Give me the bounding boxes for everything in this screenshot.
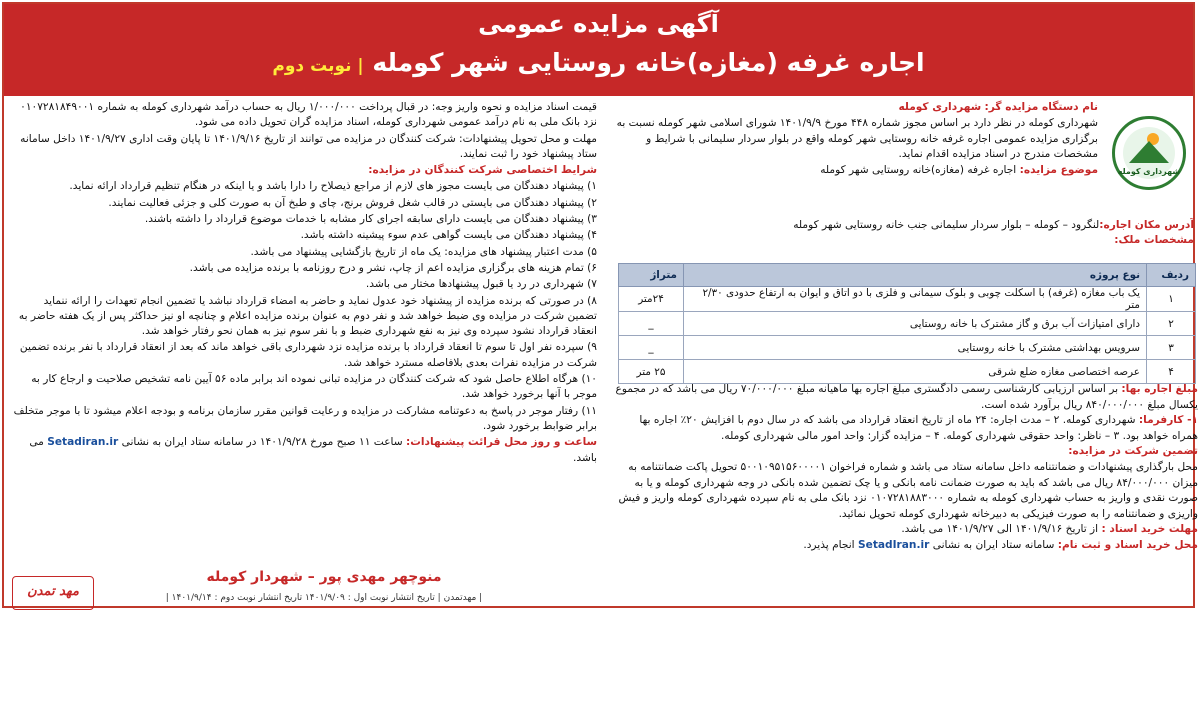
setad-opening-link[interactable]: Setadiran.ir xyxy=(47,436,119,449)
ad-subtitle xyxy=(4,48,1193,77)
guarantee-text: محل بارگذاری پیشنهادات و ضمانتنامه داخل سامانه ستاد می باشد و شماره فراخوان ۵۰۰۱۰۹۵۱۵۶۰۰۰۰۱ تحویل پاکت ضمانتنامه به میزان ۸۴/۰۰۰/۰۰۰ ریال می باشد که باید به صورت ضمانت نامه بانکی و یا چک تضمین شده بانکی در وجه شهرداری کومله و یا به صورت نقدی و واریز به حساب شهرداری کومله به شماره ۰۱۰۷۲۸۱۸۸۳۰۰۰ نزد بانک ملی به نام سپرده شهرداری کومله واریز و فیش واریزی و ضمانتنامه را به صورت فیزیکی به دبیرخانه شهرداری کومله تحویل نمائید. xyxy=(618,460,1198,520)
rent-label: مبلغ اجاره بها: xyxy=(1121,383,1198,395)
purchase-paragraph xyxy=(610,522,1198,538)
rent-paragraph xyxy=(610,382,1198,413)
table-header-row xyxy=(619,264,1196,287)
table-row xyxy=(619,287,1196,312)
address-value: لنگرود – کومله – بلوار سردار سلیمانی جنب خانه روستایی شهر کومله xyxy=(793,219,1100,231)
condition-item: ۴) پیشنهاد دهندگان می بایست گواهی عدم سوء پیشینه داشته باشد. xyxy=(300,229,597,242)
left-column xyxy=(12,100,597,467)
condition-item: ۵) مدت اعتبار پیشنهاد های مزایده: یک ماه از تاریخ بازگشایی پیشنهاد می باشد. xyxy=(250,245,597,258)
col-header-no: ردیف xyxy=(1147,264,1196,287)
row-desc: سرویس بهداشتی مشترک با خانه روستایی xyxy=(684,336,1147,360)
row-no: ۳ xyxy=(1147,336,1196,360)
ad-title: آگهی مزایده عمومی xyxy=(478,10,719,38)
table-row xyxy=(619,336,1196,360)
purchase-label: مهلت خرید اسناد : xyxy=(1101,523,1198,536)
subtitle-text: اجاره غرفه (مغازه)خانه روستایی شهر کومله xyxy=(372,48,925,77)
ad-frame xyxy=(2,2,1198,608)
condition-item: ۹) سپرده نفر اول تا سوم تا انعقاد قرارداد با برنده مزایده نزد شهرداری باقی خواهد ماند که بعد از انعقاد قرارداد با نفر برنده تضمین شرکت در مزایده نفرات بعدی بلافاصله مسترد خواهد شد. xyxy=(19,341,597,369)
row-desc: عرصه اختصاصی مغازه ضلع شرقی xyxy=(684,360,1147,384)
condition-item: ۷) شهرداری در رد یا قبول پیشنهادها مختار می باشد. xyxy=(365,278,597,291)
condition-item: ۱۰) هرگاه اطلاع حاصل شود که شرکت کنندگان در مزایده تبانی نموده اند برابر ماده ۵۶ آیین نامه تشخیص صلاحیت و ارجاع کار به موجر با آنها برخورد خواهد شد. xyxy=(31,373,597,401)
row-no: ۴ xyxy=(1147,360,1196,384)
address-block xyxy=(610,218,1194,248)
opening-text-b: می باشد. xyxy=(29,436,597,464)
row-area: ۲۵ متر xyxy=(619,360,684,384)
intro-text: شهرداری کومله در نظر دارد بر اساس مجوز شماره ۴۴۸ مورخ ۱۴۰۱/۹/۹ شورای اسلامی شهر کومله نسبت به برگزاری مزایده عمومی اجاره غرفه خانه روستایی شهر کومله واقع در بلوار سردار سلیمانی با شرایط و مشخصات مندرج در اسناد مزایده اقدام نماید. xyxy=(616,117,1098,160)
row-no: ۱ xyxy=(1147,287,1196,312)
row-no: ۲ xyxy=(1147,312,1196,336)
org-line xyxy=(610,100,1098,115)
org-label: نام دستگاه مزایده گر: xyxy=(984,101,1098,113)
employer-label: ۱- کارفرما: xyxy=(1138,414,1198,427)
conditions-label: شرایط اختصاصی شرکت کنندگان در مزایده: xyxy=(368,164,597,177)
subject-label: موضوع مزایده: xyxy=(1019,164,1098,177)
register-paragraph xyxy=(610,538,1198,554)
subject-line xyxy=(610,163,1098,178)
deadline-text: مهلت و محل تحویل پیشنهادات: شرکت کنندگان در مزایده می توانند از تاریخ ۱۴۰۱/۹/۱۶ تا پایان وقت اداری ۱۴۰۱/۹/۲۷ داخل سامانه ستاد پیشنهاد خود را ثبت نمایند. xyxy=(20,132,597,160)
address-line xyxy=(610,218,1194,233)
table-row xyxy=(619,312,1196,336)
rent-text: بر اساس ارزیابی کارشناسی رسمی دادگستری مبلغ اجاره بها ماهیانه مبلغ ۷۰/۰۰۰/۰۰۰ ریال می باشد که در مجموع یکسال مبلغ ۸۴۰/۰۰۰/۰۰۰ ریال برآورد شده است. xyxy=(615,383,1198,411)
specs-label: مشخصات ملک: xyxy=(1114,234,1194,246)
condition-item: ۱) پیشنهاد دهندگان می بایست مجوز های لازم از مراجع ذیصلاح را دارا باشد و یا اینکه در هنگام تنظیم قرارداد ارائه نماید. xyxy=(69,180,597,193)
employer-paragraph xyxy=(610,413,1198,444)
right-column xyxy=(610,100,1098,179)
purchase-text: از تاریخ ۱۴۰۱/۹/۱۶ الی ۱۴۰۱/۹/۲۷ می باشد. xyxy=(901,523,1099,536)
row-desc: دارای امتیازات آب برق و گاز مشترک با خانه روستایی xyxy=(684,312,1147,336)
newspaper-logo-text: مهد تمدن xyxy=(27,584,79,599)
row-area: _ xyxy=(619,336,684,360)
row-area: ۲۴متر xyxy=(619,287,684,312)
condition-item: ۶) تمام هزینه های برگزاری مزایده اعم از چاپ، نشر و درج روزنامه با برنده مزایده می باشد. xyxy=(189,261,597,274)
newspaper-logo xyxy=(12,576,94,610)
row-area: _ xyxy=(619,312,684,336)
employer-text: شهرداری کومله. ۲ – مدت اجاره: ۲۴ ماه از تاریخ انعقاد قرارداد می باشد که در سال دوم با افزایش ۲۰٪ اجاره بها همراه خواهد بود. ۳ – ناظر: واحد حقوقی شهرداری کومله. ۴ – مزایده گزار: واحد امور مالی شهرداری کومله. xyxy=(639,414,1198,442)
guarantee-label: تضمین شرکت در مزایده: xyxy=(1068,445,1198,458)
signer-name: منوچهر مهدی پور – شهردار کومله xyxy=(206,569,442,585)
property-spec-table xyxy=(618,263,1196,384)
condition-item: ۳) پیشنهاد دهندگان می بایست دارای سابقه اجرای کار مشابه با خدمات موضوع قرارداد را داشته باشند. xyxy=(144,213,597,226)
register-text-a: سامانه ستاد ایران به نشانی xyxy=(932,538,1055,551)
col-header-area: متراژ xyxy=(619,264,684,287)
opening-label: ساعت و روز محل قرائت پیشنهادات: xyxy=(406,436,597,449)
ad-header xyxy=(4,4,1193,96)
price-text: قیمت اسناد مزایده و نحوه واریز وجه: در قبال پرداخت ۱/۰۰۰/۰۰۰ ریال به حساب درآمد شهرداری کومله به شماره ۰۱۰۷۲۸۱۸۴۹۰۰۱ نزد بانک ملی به نام درآمد عمومی شهرداری کومله، اسناد مزایده گران تحویل داده می شود. xyxy=(20,101,597,129)
org-value: شهرداری کومله xyxy=(898,101,982,113)
opening-paragraph xyxy=(12,435,597,466)
mountain-icon xyxy=(1129,141,1169,163)
register-label: محل خرید اسناد و ثبت نام: xyxy=(1057,538,1198,551)
round-badge-text: نوبت دوم xyxy=(272,56,352,76)
opening-text-a: ساعت ۱۱ صبح مورخ ۱۴۰۱/۹/۲۸ در سامانه ستاد ایران به نشانی xyxy=(121,436,403,449)
seal-text: شهرداری کومله xyxy=(1117,167,1181,176)
register-text-b: انجام پذیرد. xyxy=(803,538,855,551)
address-label: آدرس مکان اجاره: xyxy=(1099,219,1194,231)
terms-block xyxy=(610,382,1198,554)
setad-link[interactable]: SetadIran.ir xyxy=(858,538,930,551)
condition-item: ۸) در صورتی که برنده مزایده از پیشنهاد خود عدول نماید و حاضر به امضاء قرارداد نباشد یا تضمین انجام تعهدات را ارائه ننماید تضمین شرکت در مزایده وی ضبط خواهد شد و نفر دوم به عنوان برنده مزایده اعلام و چنانچه او نیز حداکثر پس از یک هفته حاضر به انعقاد قرارداد نشود سپرده وی نیز به نفع شهرداری ضبط و با نفر سوم نیز به همان نحو رفتار خواهد شد. xyxy=(18,294,597,338)
condition-item: ۱۱) رفتار موجر در پاسخ به دعوتنامه مشارکت در مزایده و رعایت قوانین مقرر سازمان برنامه و بودجه اعلام میشود تا با موجر متخلف برابر ضوابط برخورد شود. xyxy=(13,404,597,432)
subject-value: اجاره غرفه (مغازه)خانه روستایی شهر کومله xyxy=(820,164,1017,177)
publication-info: | مهدتمدن | تاریخ انتشار نوبت اول : ۱۴۰۱/۹/۰۹ تاریخ انتشار نوبت دوم : ۱۴۰۱/۹/۱۴ | xyxy=(165,593,483,603)
round-badge: | نوبت دوم xyxy=(272,56,364,76)
row-desc: یک باب مغازه (غرفه) با اسکلت چوبی و بلوک سیمانی و فلزی با دو اتاق و ایوان به ارتفاع حدودی ۲/۳۰ متر xyxy=(684,287,1147,312)
table-row xyxy=(619,360,1196,384)
col-header-type: نوع پروژه xyxy=(684,264,1147,287)
municipality-seal-icon xyxy=(1112,116,1186,190)
condition-item: ۲) پیشنهاد دهندگان می بایستی در قالب شغل فروش برنج، چای و طبخ آن به صورت کلی و جزئی فعالیت نمایند. xyxy=(108,196,597,209)
